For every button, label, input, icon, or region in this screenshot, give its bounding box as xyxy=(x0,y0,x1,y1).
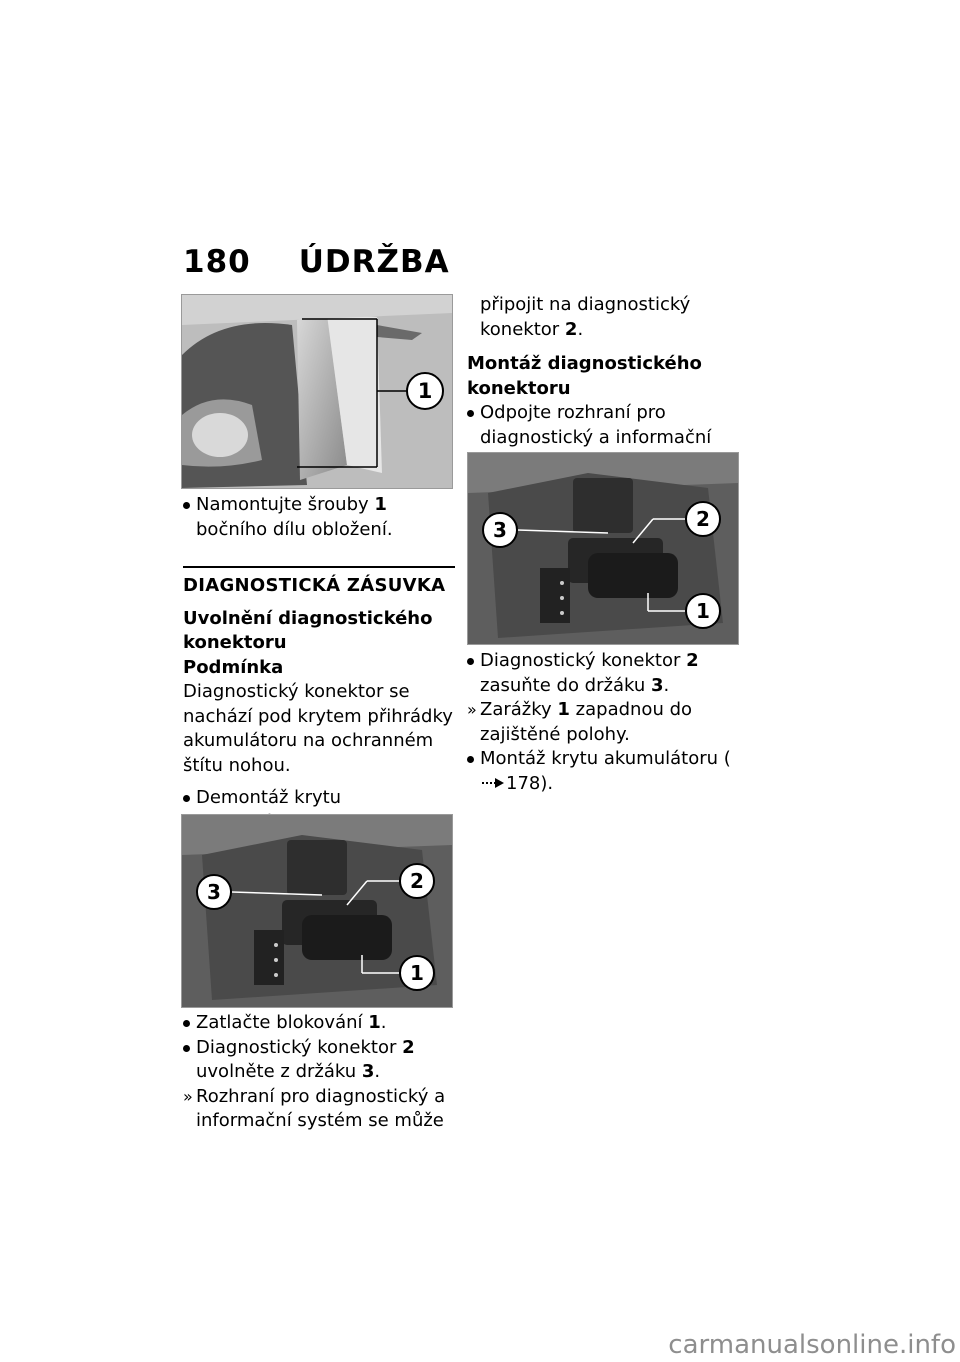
step-release-connector xyxy=(183,1036,455,1085)
text: zapadnou do zajištěné polohy. xyxy=(480,699,693,745)
callout-2: 2 xyxy=(410,869,424,893)
text: Demontáž krytu xyxy=(196,787,342,808)
section-title: ÚDRŽBA xyxy=(298,244,450,280)
condition-text: Diagnostický konektor se nachází pod krytem přihrádky akumulátoru na ochranném štítu nohou. xyxy=(183,681,453,776)
callout-1: 1 xyxy=(696,599,710,623)
ref-number: 2 xyxy=(686,650,699,671)
text: Namontujte šrouby xyxy=(196,494,375,515)
figure-diagnostic-release xyxy=(181,814,453,1008)
page-header xyxy=(183,244,450,280)
step-install-cover xyxy=(467,747,739,796)
sub-heading: Montáž diagnostického konektoru xyxy=(467,353,702,399)
result-interface: » Rozhraní pro diagnostický a informační systém se může xyxy=(183,1085,455,1134)
callout-3: 3 xyxy=(207,880,221,904)
text: . xyxy=(577,318,584,340)
figure-diagnostic-install xyxy=(467,452,739,645)
callout-2: 2 xyxy=(696,507,710,531)
arrow-ref-icon xyxy=(480,773,506,787)
figure-side-panel xyxy=(181,294,453,489)
callout-1: 1 xyxy=(417,379,433,403)
section-heading: DIAGNOSTICKÁ ZÁSUVKA xyxy=(183,566,455,599)
text: Zatlačte blokování xyxy=(196,1012,369,1033)
diagnostic-connector-illustration xyxy=(182,815,452,1007)
ref-number: 3 xyxy=(651,674,664,696)
callout-3: 3 xyxy=(493,518,507,542)
column-right-lower xyxy=(467,649,739,796)
page-ref[interactable]: 178 xyxy=(506,772,541,794)
ref-number: 2 xyxy=(564,318,578,340)
ref-number: 3 xyxy=(361,1061,375,1082)
text: uvolněte z držáku xyxy=(196,1061,362,1082)
step-mount-screws xyxy=(183,493,455,542)
column-left xyxy=(183,493,455,835)
sub-heading: Uvolnění diagnostického konektoru xyxy=(183,607,433,653)
page-number: 180 xyxy=(183,244,251,280)
text: zasuňte do držáku xyxy=(480,674,651,696)
text: . xyxy=(380,1012,387,1033)
result-latches xyxy=(467,698,739,747)
text: Diagnostický konektor xyxy=(480,650,687,671)
side-panel-illustration xyxy=(182,295,452,488)
step-press-lock xyxy=(183,1011,455,1036)
callout-1: 1 xyxy=(410,961,424,985)
step-insert-connector xyxy=(467,649,739,698)
text: Diagnostický konektor xyxy=(196,1036,403,1058)
ref-number: 1 xyxy=(374,494,387,515)
condition-label: Podmínka xyxy=(183,656,284,678)
ref-number: 2 xyxy=(402,1036,415,1058)
step-disconnect: Odpojte rozhraní pro diagnostický a informační xyxy=(467,401,739,475)
text: bočního dílu obložení. xyxy=(196,518,393,540)
text: ). xyxy=(540,772,554,794)
continuation-text xyxy=(467,293,739,342)
ref-number: 1 xyxy=(557,699,570,720)
text: připojit na diagnostický konektor xyxy=(480,294,691,340)
text: Zarážky xyxy=(480,699,558,720)
text: Montáž krytu akumulátoru ( xyxy=(480,748,731,769)
text: . xyxy=(663,674,670,696)
watermark: carmanualsonline.info xyxy=(668,1330,956,1360)
ref-number: 1 xyxy=(368,1012,381,1033)
column-right xyxy=(467,293,739,475)
column-left-lower xyxy=(183,1011,455,1134)
text: . xyxy=(374,1061,381,1082)
diagnostic-connector-illustration xyxy=(468,453,738,644)
